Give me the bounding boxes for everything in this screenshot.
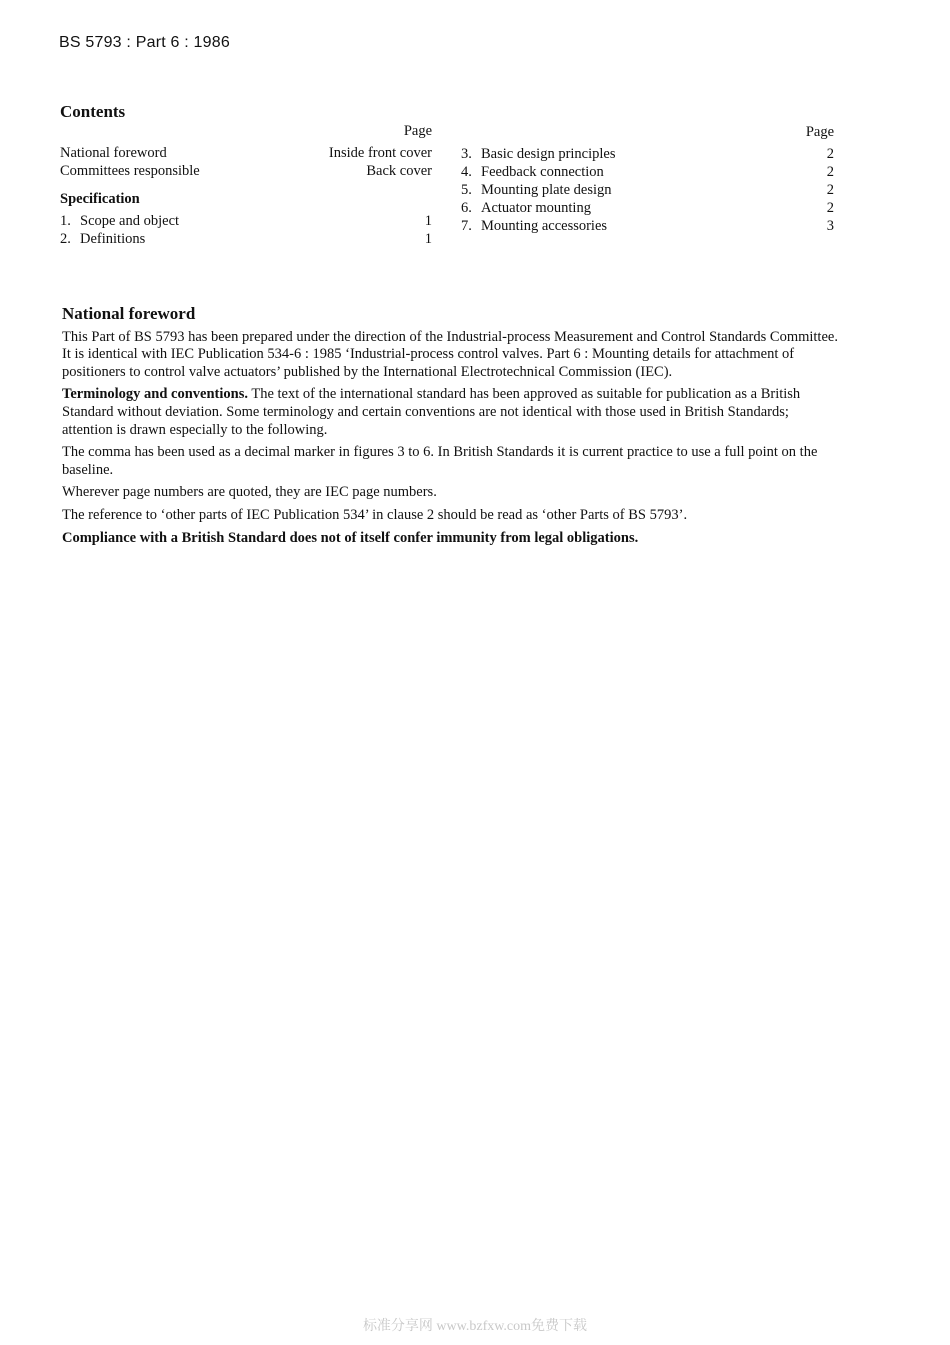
- toc-entry-number: 6.: [461, 200, 472, 216]
- toc-entry-title: Mounting accessories: [481, 218, 608, 234]
- toc-entry-number: 3.: [461, 146, 472, 162]
- toc-entry[interactable]: [461, 145, 834, 163]
- foreword-heading: National foreword: [62, 304, 196, 323]
- toc-entry-page: 1: [424, 231, 432, 247]
- toc-entry-number: 1.: [60, 213, 71, 229]
- toc-entry-page: 2: [826, 200, 834, 216]
- foreword-paragraph: Wherever page numbers are quoted, they are IEC page numbers.: [62, 484, 437, 501]
- toc-entry-title: National foreword: [60, 145, 167, 161]
- toc-entry-title: Actuator mounting: [481, 200, 591, 216]
- national-foreword-section: [62, 305, 842, 552]
- toc-entry[interactable]: [461, 181, 834, 199]
- toc-entry-number: 5.: [461, 182, 472, 198]
- contents-left-column: [60, 122, 432, 248]
- terminology-text: The text of the international standard has been approved as suitable for publication as a British Standard without deviation. Some terminology and certain conventions are not identical with those used in British Standards; attention is drawn especially to the following.: [62, 386, 801, 438]
- compliance-statement: Compliance with a British Standard does not of itself confer immunity from legal obligations.: [62, 529, 639, 546]
- toc-entry-number: 4.: [461, 164, 472, 180]
- toc-entry[interactable]: [60, 212, 432, 230]
- foreword-paragraph: The reference to ‘other parts of IEC Publication 534’ in clause 2 should be read as ‘other Parts of BS 5793’.: [62, 506, 688, 523]
- toc-entry[interactable]: [461, 217, 834, 235]
- toc-entry-page: Back cover: [366, 163, 432, 179]
- toc-entry-title: Scope and object: [80, 213, 180, 229]
- page-column-label: Page: [805, 124, 834, 140]
- toc-entry-title: Mounting plate design: [481, 182, 612, 198]
- foreword-paragraph: This Part of BS 5793 has been prepared under the direction of the Industrial-process Measurement and Control Standards Committee. It is identical with IEC Publication 534-6 : 1985 ‘Industrial-process control valves. Part 6 : Mounting details for attachment of positioners to control valve actuators’ published by the International Electrotechnical Commission (IEC).: [62, 328, 838, 380]
- toc-entry-page: 2: [826, 164, 834, 180]
- toc-entry-number: 7.: [461, 218, 472, 234]
- toc-entry-page: 2: [826, 146, 834, 162]
- toc-entry[interactable]: [60, 144, 432, 162]
- terminology-paragraph: [62, 386, 842, 439]
- specification-heading: Specification: [60, 191, 140, 207]
- toc-entry[interactable]: [60, 162, 432, 180]
- foreword-paragraph: The comma has been used as a decimal marker in figures 3 to 6. In British Standards it is current practice to use a full point on the baseline.: [62, 444, 818, 478]
- toc-entry-title: Committees responsible: [60, 163, 200, 179]
- toc-entry-title: Feedback connection: [481, 164, 604, 180]
- contents-heading: Contents: [60, 102, 126, 121]
- running-header: BS 5793 : Part 6 : 1986: [59, 34, 230, 51]
- toc-entry[interactable]: [461, 199, 834, 217]
- toc-entry[interactable]: [60, 230, 432, 248]
- terminology-lead: Terminology and conventions.: [62, 386, 248, 403]
- toc-entry[interactable]: [461, 163, 834, 181]
- toc-entry-title: Basic design principles: [481, 146, 616, 162]
- toc-entry-title: Definitions: [80, 231, 146, 247]
- toc-entry-page: 1: [424, 213, 432, 229]
- toc-entry-page: Inside front cover: [328, 145, 432, 161]
- contents-right-column: [461, 123, 834, 235]
- toc-entry-page: 2: [826, 182, 834, 198]
- toc-entry-number: 2.: [60, 231, 71, 247]
- page-column-label: Page: [403, 123, 432, 139]
- toc-entry-page: 3: [826, 218, 834, 234]
- footer-watermark: 标准分享网 www.bzfxw.com免费下载: [362, 1319, 588, 1334]
